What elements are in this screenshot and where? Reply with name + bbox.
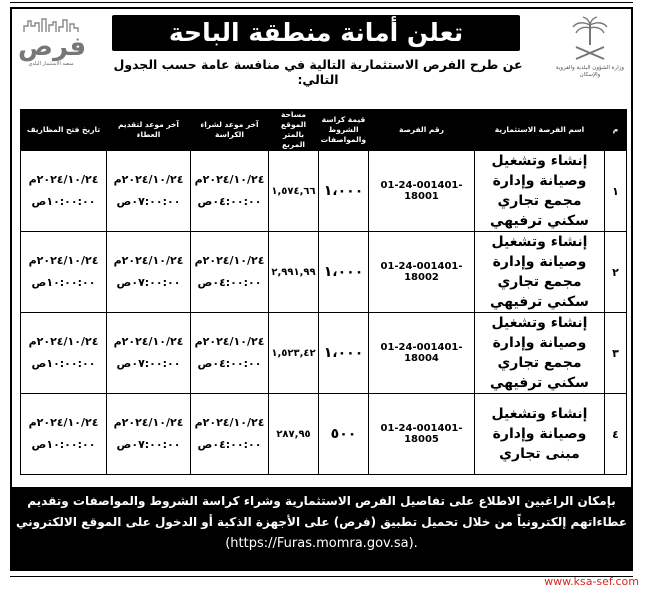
row-fee: ٥٠٠: [319, 394, 369, 475]
row-purchase: [191, 232, 269, 313]
row-open: [21, 313, 107, 394]
row-open: [21, 394, 107, 475]
footer-url-link[interactable]: (https://Furas.momra.gov.sa).: [225, 536, 418, 551]
row-name: إنشاء وتشغيل وصيانة وإدارة مبنى تجاري: [475, 394, 605, 475]
watermark: www.ksa-sef.com: [544, 575, 639, 588]
top-rule: [10, 2, 633, 3]
open-date: ٢٠٢٤/١٠/٢٤م: [28, 254, 99, 267]
row-submit: [107, 313, 191, 394]
submit-date: ٢٠٢٤/١٠/٢٤م: [113, 173, 184, 186]
page-subtitle: عن طرح الفرص الاستثمارية التالية في منافسة عامة حسب الجدول التالي:: [113, 57, 523, 87]
table-row: [21, 232, 627, 313]
row-name: إنشاء وتشغيل وصيانة وإدارة مجمع تجاري سكني ترفيهي: [475, 232, 605, 313]
submit-date: ٢٠٢٤/١٠/٢٤م: [113, 254, 184, 267]
logo-caption: منصة الاستثمار البلدي: [28, 61, 74, 67]
row-name: إنشاء وتشغيل وصيانة وإدارة مجمع تجاري سكني ترفيهي: [475, 151, 605, 232]
submit-time: ٠٧:٠٠:٠٠ص: [116, 357, 181, 370]
open-date: ٢٠٢٤/١٠/٢٤م: [28, 173, 99, 186]
col-purchase: آخر موعد لشراء الكراسة: [191, 110, 269, 151]
open-date: ٢٠٢٤/١٠/٢٤م: [28, 416, 99, 429]
col-open: تاريخ فتح المظاريف: [21, 110, 107, 151]
col-name: اسم الفرصة الاستثمارية: [475, 110, 605, 151]
submit-time: ٠٧:٠٠:٠٠ص: [116, 438, 181, 451]
submit-time: ٠٧:٠٠:٠٠ص: [116, 195, 181, 208]
footer-line-2: عطاءاتهم إلكترونياً من خلال تحميل تطبيق (فرص) على الأجهزة الذكية أو الدخول على الموقع الالكتروني: [15, 515, 628, 529]
row-index: ٤: [605, 394, 627, 475]
row-purchase: [191, 313, 269, 394]
col-index: م: [605, 110, 627, 151]
row-submit: [107, 394, 191, 475]
purchase-date: ٢٠٢٤/١٠/٢٤م: [194, 335, 265, 348]
table-row: [21, 313, 627, 394]
row-name: إنشاء وتشغيل وصيانة وإدارة مجمع تجاري سكني ترفيهي: [475, 313, 605, 394]
row-fee: ١،٠٠٠: [319, 232, 369, 313]
row-open: [21, 151, 107, 232]
row-submit: [107, 232, 191, 313]
open-date: ٢٠٢٤/١٠/٢٤م: [28, 335, 99, 348]
row-submit: [107, 151, 191, 232]
row-purchase: [191, 394, 269, 475]
submit-date: ٢٠٢٤/١٠/٢٤م: [113, 416, 184, 429]
ministry-caption: وزارة الشؤون البلدية والقروية والإسكان: [555, 65, 625, 78]
palm-swords-icon: [568, 15, 612, 65]
purchase-time: ٠٤:٠٠:٠٠ص: [197, 438, 262, 451]
row-area: ٢,٩٩١,٩٩: [269, 232, 319, 313]
opportunities-table: [20, 109, 627, 475]
row-number: 01-24-001401-18005: [369, 394, 475, 475]
purchase-date: ٢٠٢٤/١٠/٢٤م: [194, 173, 265, 186]
row-purchase: [191, 151, 269, 232]
open-time: ١٠:٠٠:٠٠ص: [31, 195, 96, 208]
logo-word: فرص: [18, 32, 87, 62]
furas-logo: [18, 15, 87, 95]
purchase-date: ٢٠٢٤/١٠/٢٤م: [194, 254, 265, 267]
footer-line-1: بإمكان الراغبين الاطلاع على تفاصيل الفرص الاستثمارية وشراء كراسة الشروط والمواصفات وتقديم: [27, 494, 616, 508]
row-area: ١,٥٧٤,٦٦: [269, 151, 319, 232]
col-submit: آخر موعد لتقديم العطاء: [107, 110, 191, 151]
row-area: ٢٨٧,٩٥: [269, 394, 319, 475]
table-row: [21, 394, 627, 475]
row-open: [21, 232, 107, 313]
row-index: ١: [605, 151, 627, 232]
row-number: 01-24-001401-18002: [369, 232, 475, 313]
purchase-time: ٠٤:٠٠:٠٠ص: [197, 276, 262, 289]
row-index: ٢: [605, 232, 627, 313]
ad-header: [12, 9, 631, 104]
purchase-time: ٠٤:٠٠:٠٠ص: [197, 195, 262, 208]
row-index: ٣: [605, 313, 627, 394]
bottom-rule: [10, 576, 633, 577]
footer-notice: [12, 487, 631, 569]
ministry-logo: [555, 15, 625, 95]
row-area: ١,٥٢٣,٤٢: [269, 313, 319, 394]
submit-time: ٠٧:٠٠:٠٠ص: [116, 276, 181, 289]
open-time: ١٠:٠٠:٠٠ص: [31, 438, 96, 451]
purchase-time: ٠٤:٠٠:٠٠ص: [197, 357, 262, 370]
table-row: [21, 151, 627, 232]
row-number: 01-24-001401-18004: [369, 313, 475, 394]
submit-date: ٢٠٢٤/١٠/٢٤م: [113, 335, 184, 348]
open-time: ١٠:٠٠:٠٠ص: [31, 276, 96, 289]
row-fee: ١،٠٠٠: [319, 313, 369, 394]
table-header-row: [21, 110, 627, 151]
row-fee: ١،٠٠٠: [319, 151, 369, 232]
col-area: مساحة الموقع بالمتر المربع: [269, 110, 319, 151]
open-time: ١٠:٠٠:٠٠ص: [31, 357, 96, 370]
page-title: تعلن أمانة منطقة الباحة: [112, 15, 520, 51]
purchase-date: ٢٠٢٤/١٠/٢٤م: [194, 416, 265, 429]
row-number: 01-24-001401-18001: [369, 151, 475, 232]
skyline-icon: [22, 17, 80, 33]
col-number: رقم الفرصة: [369, 110, 475, 151]
col-fee: قيمة كراسة الشروط والمواصفات: [319, 110, 369, 151]
